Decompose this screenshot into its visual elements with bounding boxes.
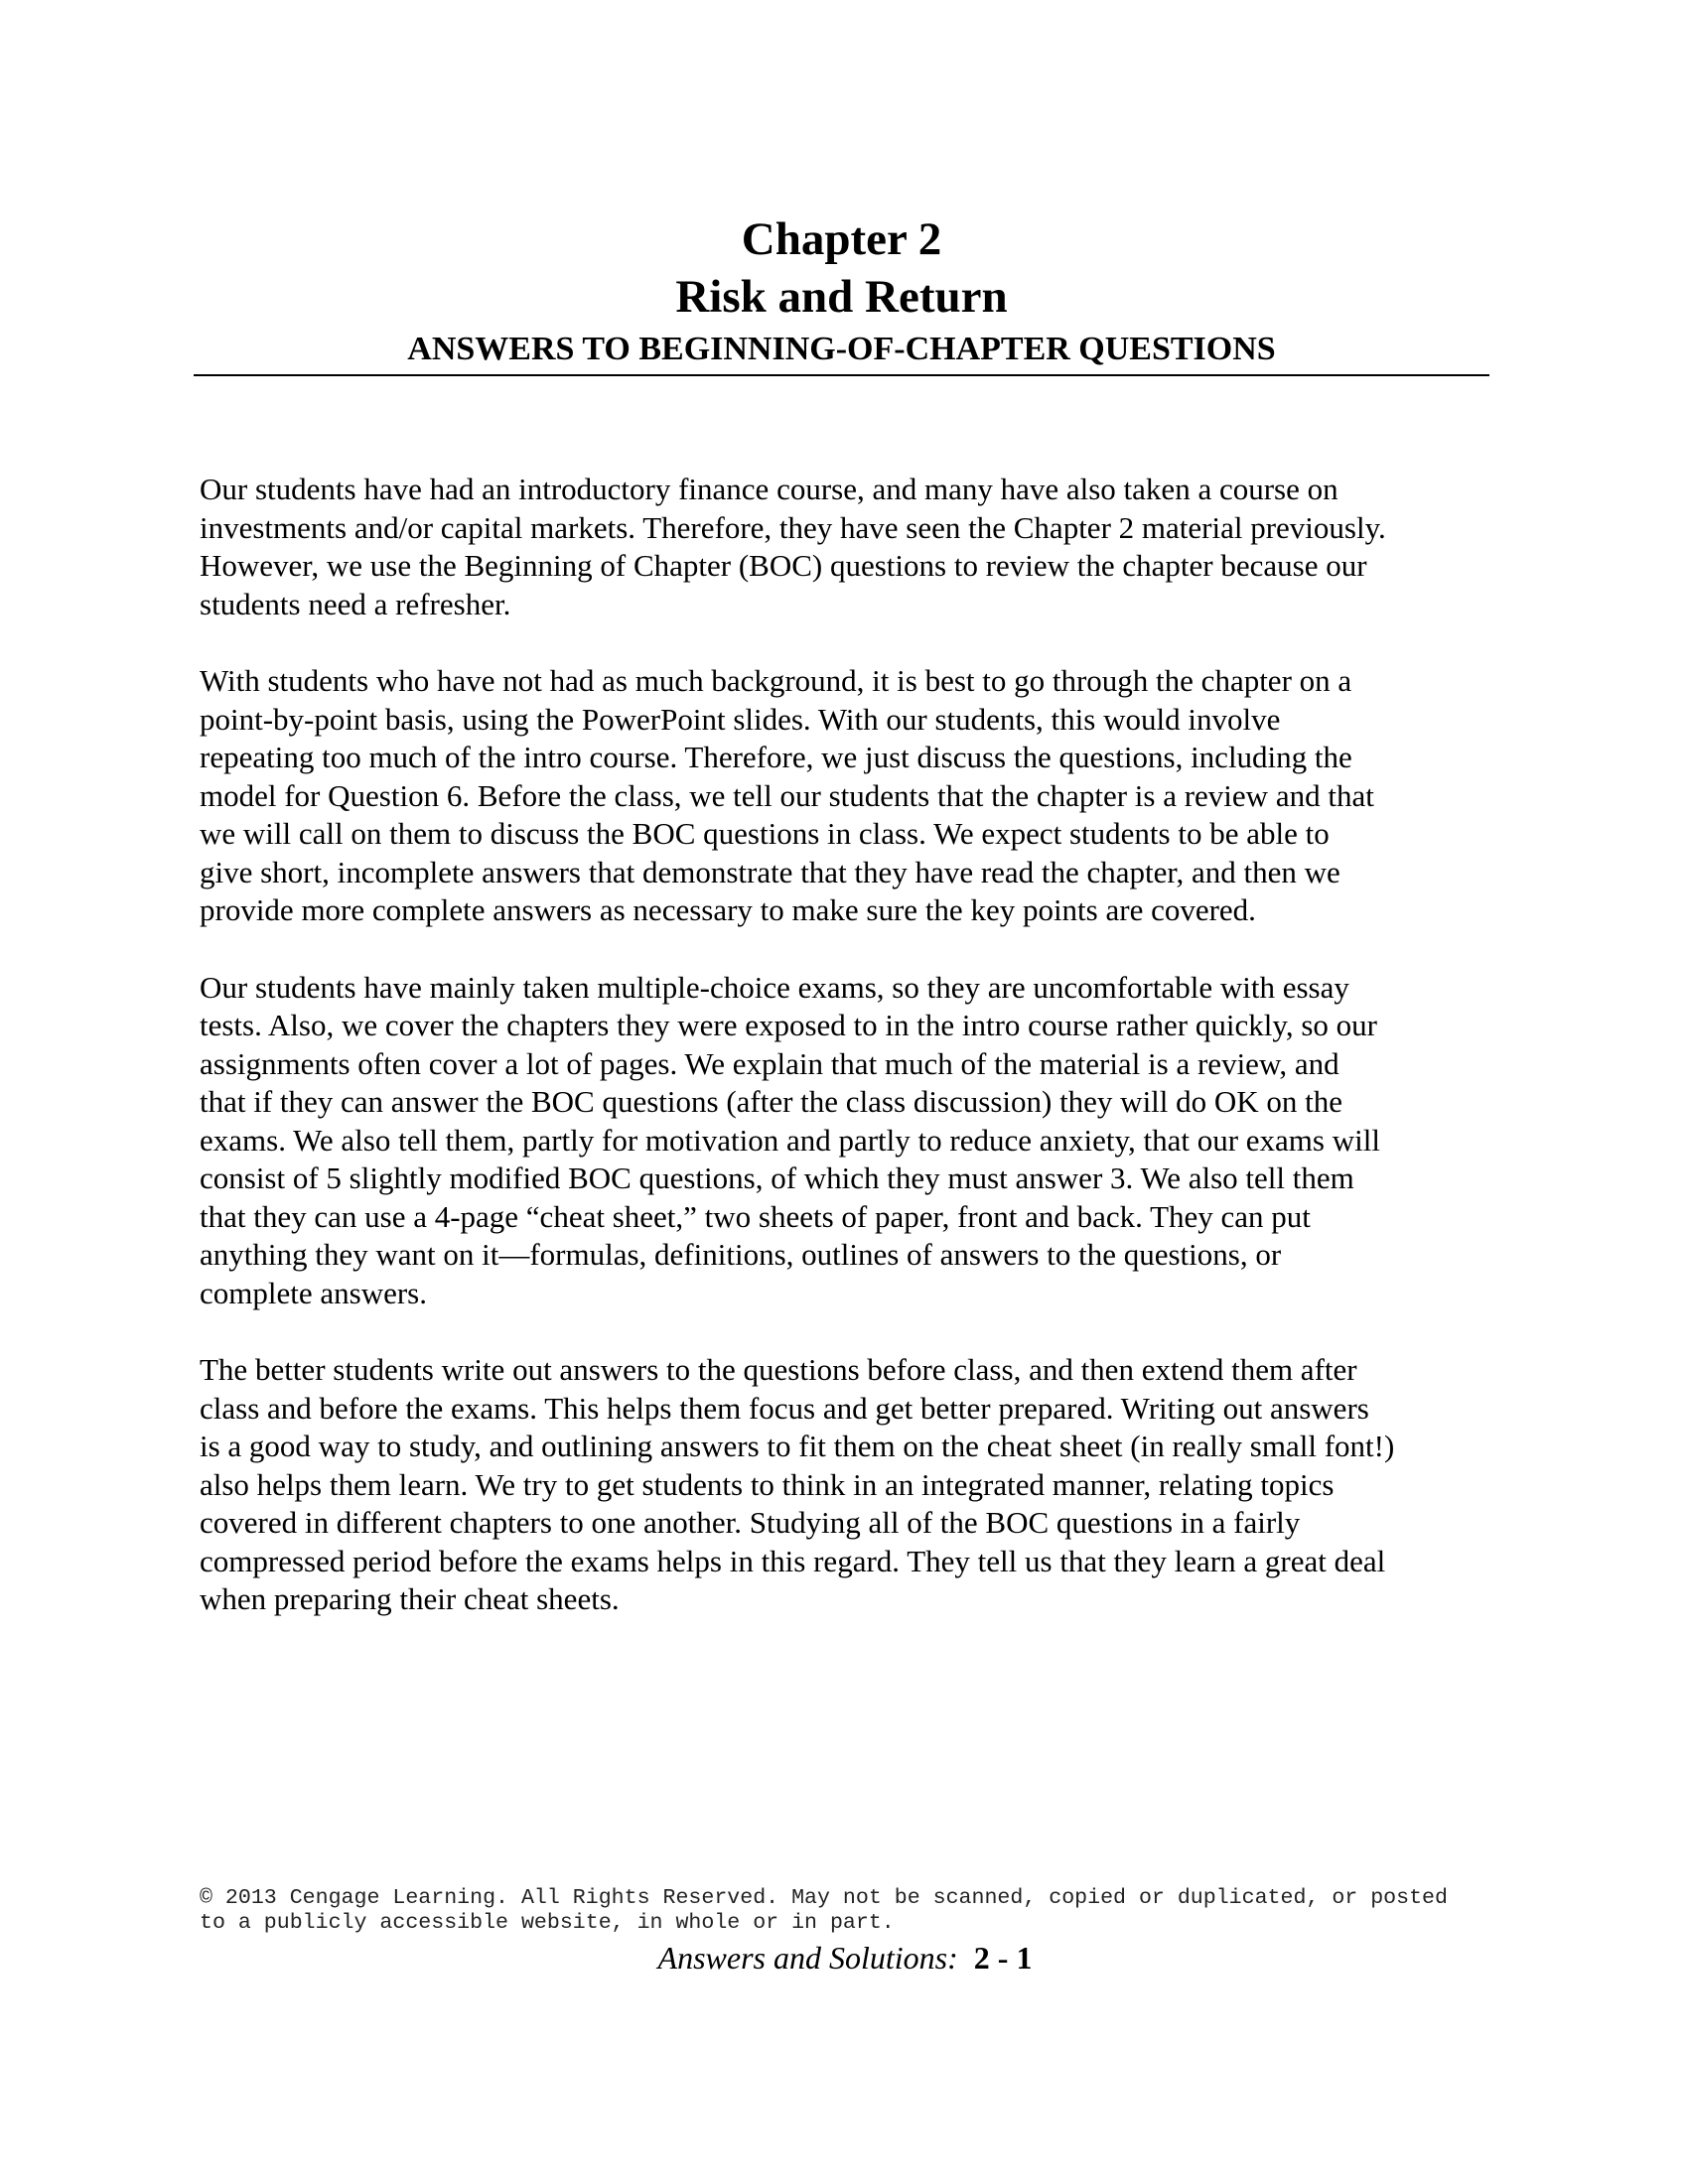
chapter-number: Chapter 2	[741, 213, 942, 265]
heading-underline-divider	[194, 374, 1489, 376]
page-number-value: 2 - 1	[973, 1940, 1033, 1976]
page-footer	[200, 1886, 1490, 1976]
page-label: Answers and Solutions:	[657, 1940, 958, 1976]
paragraph: The better students write out answers to the questions before class, and then extend them after class and before the exams. This helps them focus and get better prepared. Writing out answers is a good way to study, and outlining answers to fit them on the cheat sheet (in really small font!) also helps them learn. We try to get students to think in an integrated manner, relating topics covered in different chapters to one another. Studying all of the BOC questions in a fairly compressed period before the exams helps in this regard. They tell us that they learn a great deal when preparing their cheat sheets.	[200, 1352, 1395, 1616]
body-text	[200, 471, 1490, 1658]
paragraph: Our students have had an introductory finance course, and many have also taken a course on investments and/or capital markets. Therefore, they have seen the Chapter 2 material previously. However, we use the Beginning of Chapter (BOC) questions to review the chapter because our students need a refresher.	[200, 472, 1386, 621]
chapter-header	[194, 210, 1489, 369]
section-heading: ANSWERS TO BEGINNING-OF-CHAPTER QUESTIONS	[407, 331, 1276, 367]
paragraph: Our students have mainly taken multiple-choice exams, so they are uncomfortable with essay tests. Also, we cover the chapters they were exposed to in the intro course rather quickly, so our assignments often cover a lot of pages. We explain that much of the material is a review, and that if they can answer the BOC questions (after the class discussion) they will do OK on the exams. We also tell them, partly for motivation and partly to reduce anxiety, that our exams will consist of 5 slightly modified BOC questions, of which they must answer 3. We also tell them that they can use a 4-page “cheat sheet,” two sheets of paper, front and back. They can put anything they want on it—formulas, definitions, outlines of answers to the questions, or complete answers.	[200, 969, 1380, 1310]
copyright-notice: © 2013 Cengage Learning. All Rights Reserved. May not be scanned, copied or duplicated, or posted to a publicly accessible website, in whole or in part.	[200, 1886, 1448, 1935]
page-number	[200, 1938, 1490, 1978]
paragraph: With students who have not had as much background, it is best to go through the chapter on a point-by-point basis, using the PowerPoint slides. With our students, this would involve repeating too much of the intro course. Therefore, we just discuss the questions, including the model for Question 6. Before the class, we tell our students that the chapter is a review and that we will call on them to discuss the BOC questions in class. We expect students to be able to give short, incomplete answers that demonstrate that they have read the chapter, and then we provide more complete answers as necessary to make sure the key points are covered.	[200, 663, 1374, 927]
chapter-title: Risk and Return	[675, 271, 1008, 323]
